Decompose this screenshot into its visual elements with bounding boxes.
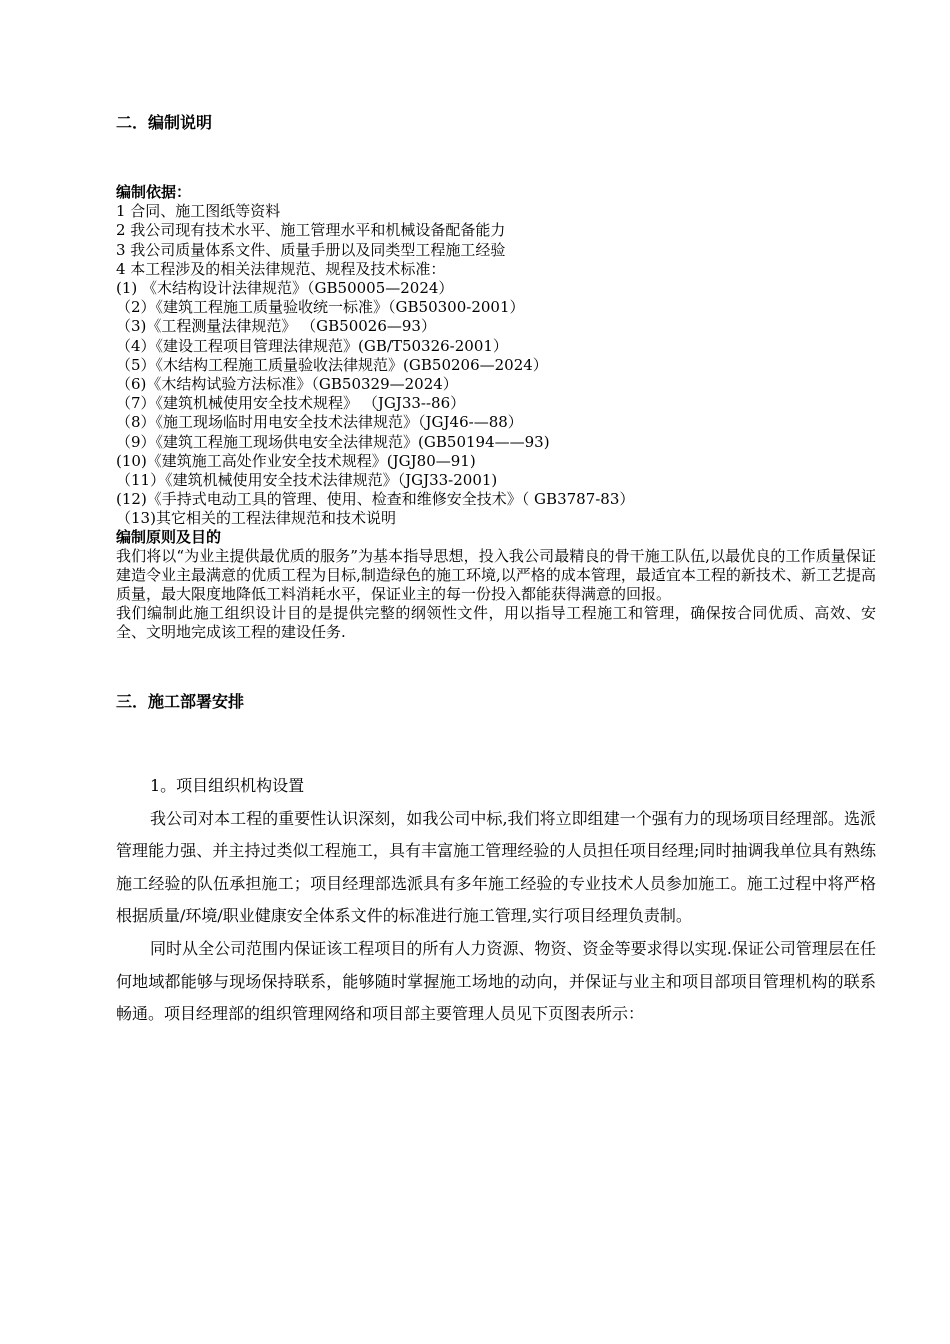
basis-item: (12)《手持式电动工具的管理、使用、检查和维修安全技术》（ GB3787-83） <box>116 490 635 509</box>
basis-item: （3)《工程测量法律规范》 （GB50026—93） <box>116 317 436 336</box>
basis-item: 3 我公司质量体系文件、质量手册以及同类型工程施工经验 <box>116 240 506 259</box>
organization-paragraph-2: 同时从全公司范围内保证该工程项目的所有人力资源、物资、资金等要求得以实现.保证公司管理层在任何地域都能够与现场保持联系，能够随时掌握施工场地的动向，并保证与业主和项目部项目管理机构的联系畅通。项目经理部的组织管理网络和项目部主要管理人员见下页图表所示： <box>116 938 876 1024</box>
basis-item: （11）《建筑机械使用安全技术法律规范》（JGJ33-2001) <box>116 471 498 490</box>
basis-item: (10)《建筑施工高处作业安全技术规程》(JGJ80—91) <box>116 451 476 470</box>
basis-item: 4 本工程涉及的相关法律规范、规程及技术标准： <box>116 259 446 278</box>
organization-paragraph-1: 我公司对本工程的重要性认识深刻，如我公司中标,我们将立即组建一个强有力的现场项目经理部。选派管理能力强、并主持过类似工程施工，具有丰富施工管理经验的人员担任项目经理;同时抽调我单位具有熟练施工经验的队伍承担施工；项目经理部选派具有多年施工经验的专业技术人员参加施工。施工过程中将严格根据质量/环境/职业健康安全体系文件的标准进行施工管理,实行项目经理负责制。 <box>116 808 876 926</box>
basis-item: （5）《木结构工程施工质量验收法律规范》(GB50206—2024） <box>116 355 548 374</box>
basis-item: （4）《建设工程项目管理法律规范》(GB/T50326-2001） <box>116 336 508 355</box>
basis-item: (1) 《木结构设计法律规范》（GB50005—2024） <box>116 279 454 298</box>
section-3-title: 三．施工部署安排 <box>116 692 245 711</box>
basis-item: 1 合同、施工图纸等资料 <box>116 202 281 221</box>
principles-block <box>116 528 876 642</box>
principles-paragraph-1: 我们将以“为业主提供最优质的服务”为基本指导思想，投入我公司最精良的骨干施工队伍,以最优良的工作质量保证建造令业主最满意的优质工程为目标,制造绿色的施工环境,以严格的成本管理，最适宜本工程的新技术、新工艺提高质量，最大限度地降低工料消耗水平，保证业主的每一份投入都能获得满意的回报。 <box>116 547 876 603</box>
basis-block <box>116 183 876 529</box>
basis-item: （13)其它相关的工程法律规范和技术说明 <box>116 509 396 528</box>
basis-item: （2）《建筑工程施工质量验收统一标准》（GB50300-2001） <box>116 298 525 317</box>
basis-item: （8）《施工现场临时用电安全技术法律规范》（JGJ46-—88） <box>116 413 523 432</box>
organization-block <box>116 770 876 1031</box>
basis-item: （6)《木结构试验方法标准》（GB50329—2024） <box>116 375 458 394</box>
basis-title: 编制依据： <box>116 183 192 201</box>
principles-paragraph-2: 我们编制此施工组织设计目的是提供完整的纲领性文件，用以指导工程施工和管理，确保按合同优质、高效、安全、文明地完成该工程的建设任务. <box>116 604 876 641</box>
section-2-title: 二．编制说明 <box>116 113 213 132</box>
basis-item: （7）《建筑机械使用安全技术规程》 （JGJ33--86） <box>116 394 466 413</box>
organization-subtitle: 1。项目组织机构设置 <box>150 776 305 795</box>
principles-title: 编制原则及目的 <box>116 528 222 546</box>
basis-item: 2 我公司现有技术水平、施工管理水平和机械设备配备能力 <box>116 221 506 240</box>
basis-item: （9）《建筑工程施工现场供电安全法律规范》(GB50194——93) <box>116 432 550 451</box>
